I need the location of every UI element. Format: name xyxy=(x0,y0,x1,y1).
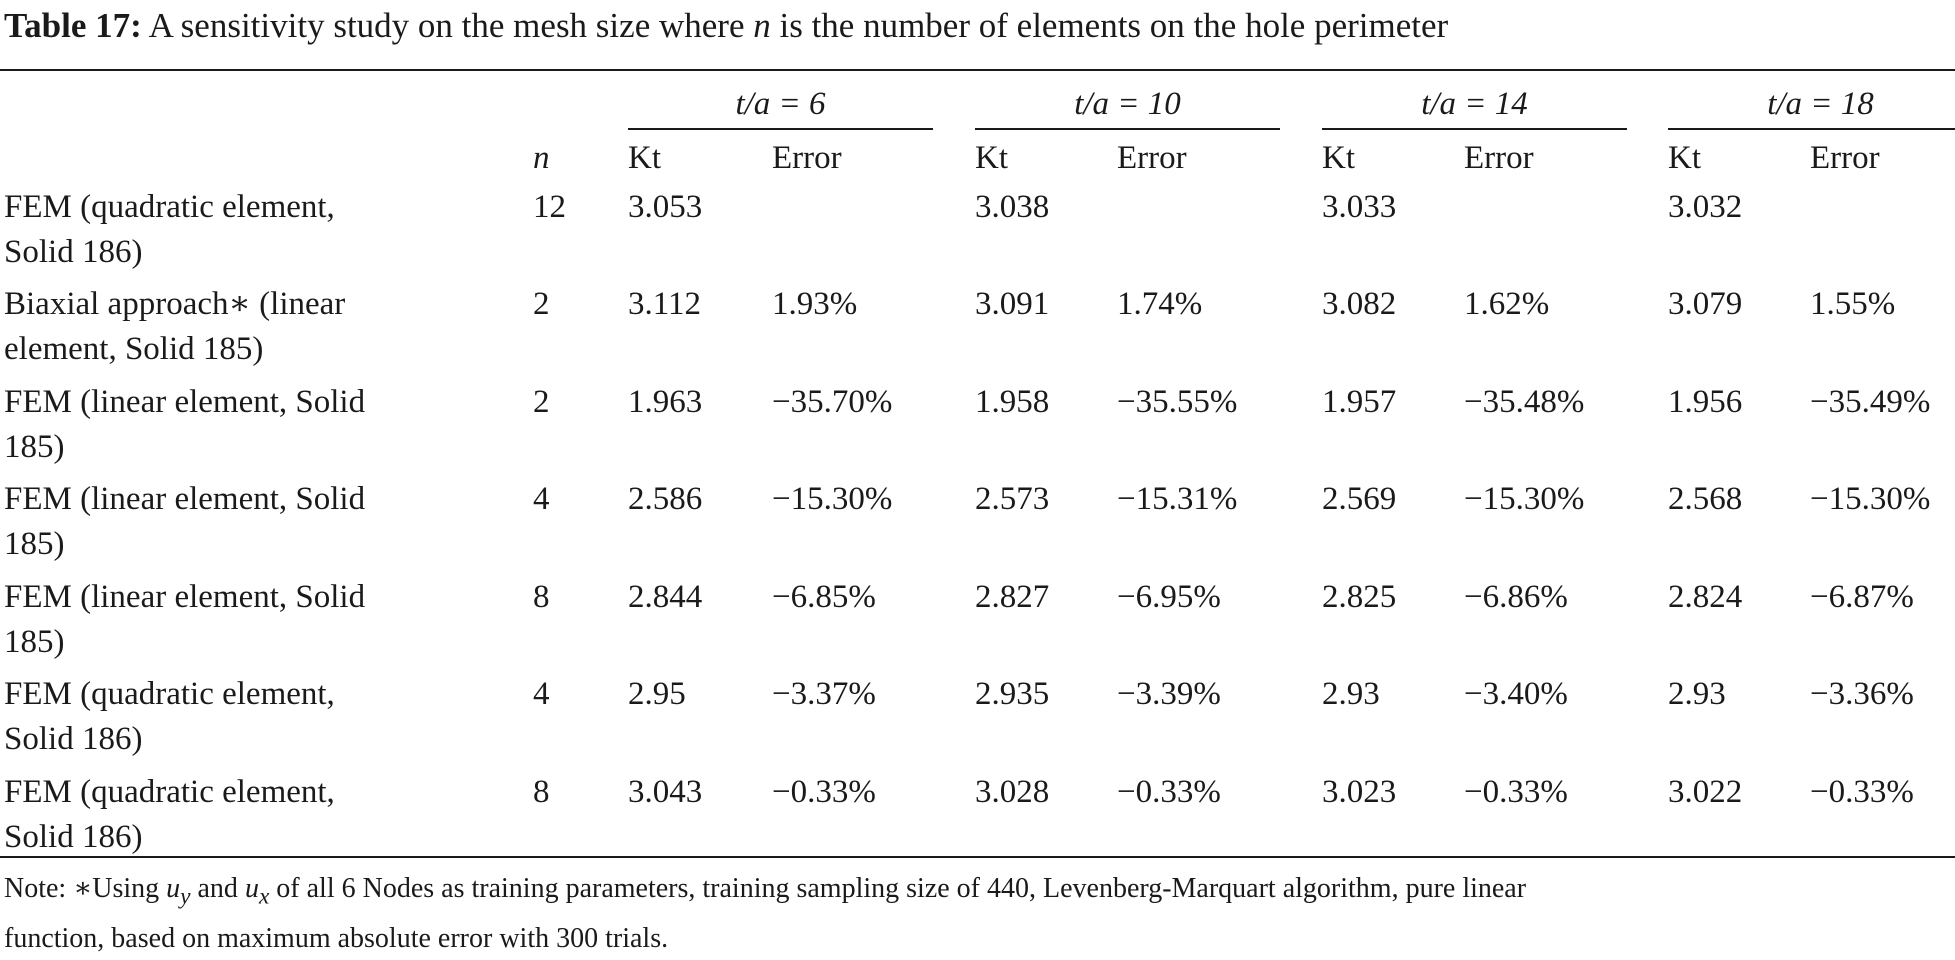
kt-value: 2.95 xyxy=(628,676,686,712)
method-line-2: 185) xyxy=(4,526,65,562)
note-line-2: function, based on maximum absolute error with 300 trials. xyxy=(4,922,669,954)
kt-value: 3.023 xyxy=(1322,774,1397,810)
row-method-label xyxy=(4,380,524,470)
row-n-value: 4 xyxy=(533,481,550,517)
error-value: 1.74% xyxy=(1117,286,1203,322)
column-group-label: t/a = 10 xyxy=(1074,86,1181,122)
row-method-label xyxy=(4,575,524,665)
column-group-header xyxy=(1322,82,1627,127)
row-n-value: 2 xyxy=(533,384,550,420)
method-line-1: Biaxial approach∗ (linear xyxy=(4,286,346,322)
column-header-error: Error xyxy=(772,140,842,176)
kt-value: 3.028 xyxy=(975,774,1050,810)
error-value: −3.36% xyxy=(1810,676,1914,712)
column-header-error: Error xyxy=(1810,140,1880,176)
method-line-2: 185) xyxy=(4,429,65,465)
kt-value: 2.569 xyxy=(1322,481,1397,517)
column-group-label: t/a = 14 xyxy=(1421,86,1528,122)
column-header-kt: Kt xyxy=(1322,140,1355,176)
error-value: −0.33% xyxy=(1464,774,1568,810)
error-value: −6.85% xyxy=(772,579,876,615)
error-value: −6.95% xyxy=(1117,579,1221,615)
column-group-header xyxy=(1668,82,1955,127)
error-value: 1.93% xyxy=(772,286,858,322)
note-subscript-y: y xyxy=(180,883,191,910)
table-note xyxy=(4,868,1526,960)
error-value: −6.87% xyxy=(1810,579,1914,615)
row-method-label xyxy=(4,477,524,567)
method-line-1: FEM (quadratic element, xyxy=(4,189,335,225)
kt-value: 2.586 xyxy=(628,481,703,517)
column-group-rule xyxy=(975,128,1280,130)
error-value: −0.33% xyxy=(1117,774,1221,810)
note-subscript-x: x xyxy=(258,883,270,910)
error-value: −35.70% xyxy=(772,384,893,420)
column-header-error: Error xyxy=(1464,140,1534,176)
top-rule xyxy=(0,69,1955,71)
column-header-n: n xyxy=(533,140,550,176)
column-group-rule xyxy=(1322,128,1627,130)
note-line-1 xyxy=(4,868,1526,918)
error-value: −3.40% xyxy=(1464,676,1568,712)
column-group-label: t/a = 18 xyxy=(1767,86,1874,122)
column-header-kt: Kt xyxy=(1668,140,1701,176)
column-group-label: t/a = 6 xyxy=(735,86,826,122)
kt-value: 2.825 xyxy=(1322,579,1397,615)
column-group-rule xyxy=(1668,128,1955,130)
error-value: −15.30% xyxy=(1464,481,1585,517)
caption-text-2: is the number of elements on the hole perimeter xyxy=(770,6,1449,45)
kt-value: 2.573 xyxy=(975,481,1050,517)
row-n-value: 2 xyxy=(533,286,550,322)
column-group-header xyxy=(628,82,933,127)
kt-value: 1.963 xyxy=(628,384,703,420)
row-method-label xyxy=(4,770,524,860)
caption-label: Table 17: xyxy=(4,6,142,45)
method-line-1: FEM (linear element, Solid xyxy=(4,384,366,420)
kt-value: 3.043 xyxy=(628,774,703,810)
kt-value: 2.827 xyxy=(975,579,1050,615)
error-value: 1.62% xyxy=(1464,286,1550,322)
kt-value: 3.082 xyxy=(1322,286,1397,322)
error-value: −3.37% xyxy=(772,676,876,712)
kt-value: 3.038 xyxy=(975,189,1050,225)
kt-value: 3.079 xyxy=(1668,286,1743,322)
kt-value: 1.957 xyxy=(1322,384,1397,420)
caption-n-symbol: n xyxy=(753,6,771,45)
error-value: −35.48% xyxy=(1464,384,1585,420)
kt-value: 2.844 xyxy=(628,579,703,615)
error-value: −35.55% xyxy=(1117,384,1238,420)
method-line-1: FEM (quadratic element, xyxy=(4,676,335,712)
row-n-value: 12 xyxy=(533,189,566,225)
kt-value: 3.022 xyxy=(1668,774,1743,810)
method-line-2: Solid 186) xyxy=(4,819,143,855)
column-group-header xyxy=(975,82,1280,127)
row-method-label xyxy=(4,672,524,762)
note-symbol-uy: u xyxy=(166,873,181,904)
method-line-1: FEM (linear element, Solid xyxy=(4,481,366,517)
kt-value: 3.033 xyxy=(1322,189,1397,225)
method-line-2: Solid 186) xyxy=(4,234,143,270)
row-n-value: 4 xyxy=(533,676,550,712)
column-header-kt: Kt xyxy=(628,140,661,176)
table-caption xyxy=(4,0,1448,52)
column-header-error: Error xyxy=(1117,140,1187,176)
row-n-value: 8 xyxy=(533,774,550,810)
row-method-label xyxy=(4,282,524,372)
error-value: 1.55% xyxy=(1810,286,1896,322)
column-header-kt: Kt xyxy=(975,140,1008,176)
error-value: −15.30% xyxy=(772,481,893,517)
note-mid: and xyxy=(190,873,245,904)
kt-value: 3.053 xyxy=(628,189,703,225)
column-group-rule xyxy=(628,128,933,130)
method-line-2: 185) xyxy=(4,624,65,660)
error-value: −0.33% xyxy=(1810,774,1914,810)
row-n-value: 8 xyxy=(533,579,550,615)
kt-value: 2.568 xyxy=(1668,481,1743,517)
kt-value: 2.935 xyxy=(975,676,1050,712)
method-line-1: FEM (linear element, Solid xyxy=(4,579,366,615)
error-value: −15.30% xyxy=(1810,481,1931,517)
note-prefix: Note: ∗Using xyxy=(4,873,167,904)
kt-value: 3.112 xyxy=(628,286,702,322)
kt-value: 2.93 xyxy=(1668,676,1726,712)
method-line-1: FEM (quadratic element, xyxy=(4,774,335,810)
error-value: −15.31% xyxy=(1117,481,1238,517)
error-value: −35.49% xyxy=(1810,384,1931,420)
kt-value: 2.824 xyxy=(1668,579,1743,615)
method-line-2: element, Solid 185) xyxy=(4,331,264,367)
row-method-label xyxy=(4,185,524,275)
kt-value: 2.93 xyxy=(1322,676,1380,712)
error-value: −6.86% xyxy=(1464,579,1568,615)
error-value: −0.33% xyxy=(772,774,876,810)
note-line1-rest: of all 6 Nodes as training parameters, training sampling size of 440, Levenberg-Marquart algorithm, pure linear xyxy=(269,873,1527,904)
error-value: −3.39% xyxy=(1117,676,1221,712)
caption-text-1: A sensitivity study on the mesh size where xyxy=(141,6,754,45)
kt-value: 3.091 xyxy=(975,286,1050,322)
bottom-rule xyxy=(0,856,1955,858)
kt-value: 3.032 xyxy=(1668,189,1743,225)
kt-value: 1.958 xyxy=(975,384,1050,420)
method-line-2: Solid 186) xyxy=(4,721,143,757)
note-symbol-ux: u xyxy=(244,873,259,904)
kt-value: 1.956 xyxy=(1668,384,1743,420)
